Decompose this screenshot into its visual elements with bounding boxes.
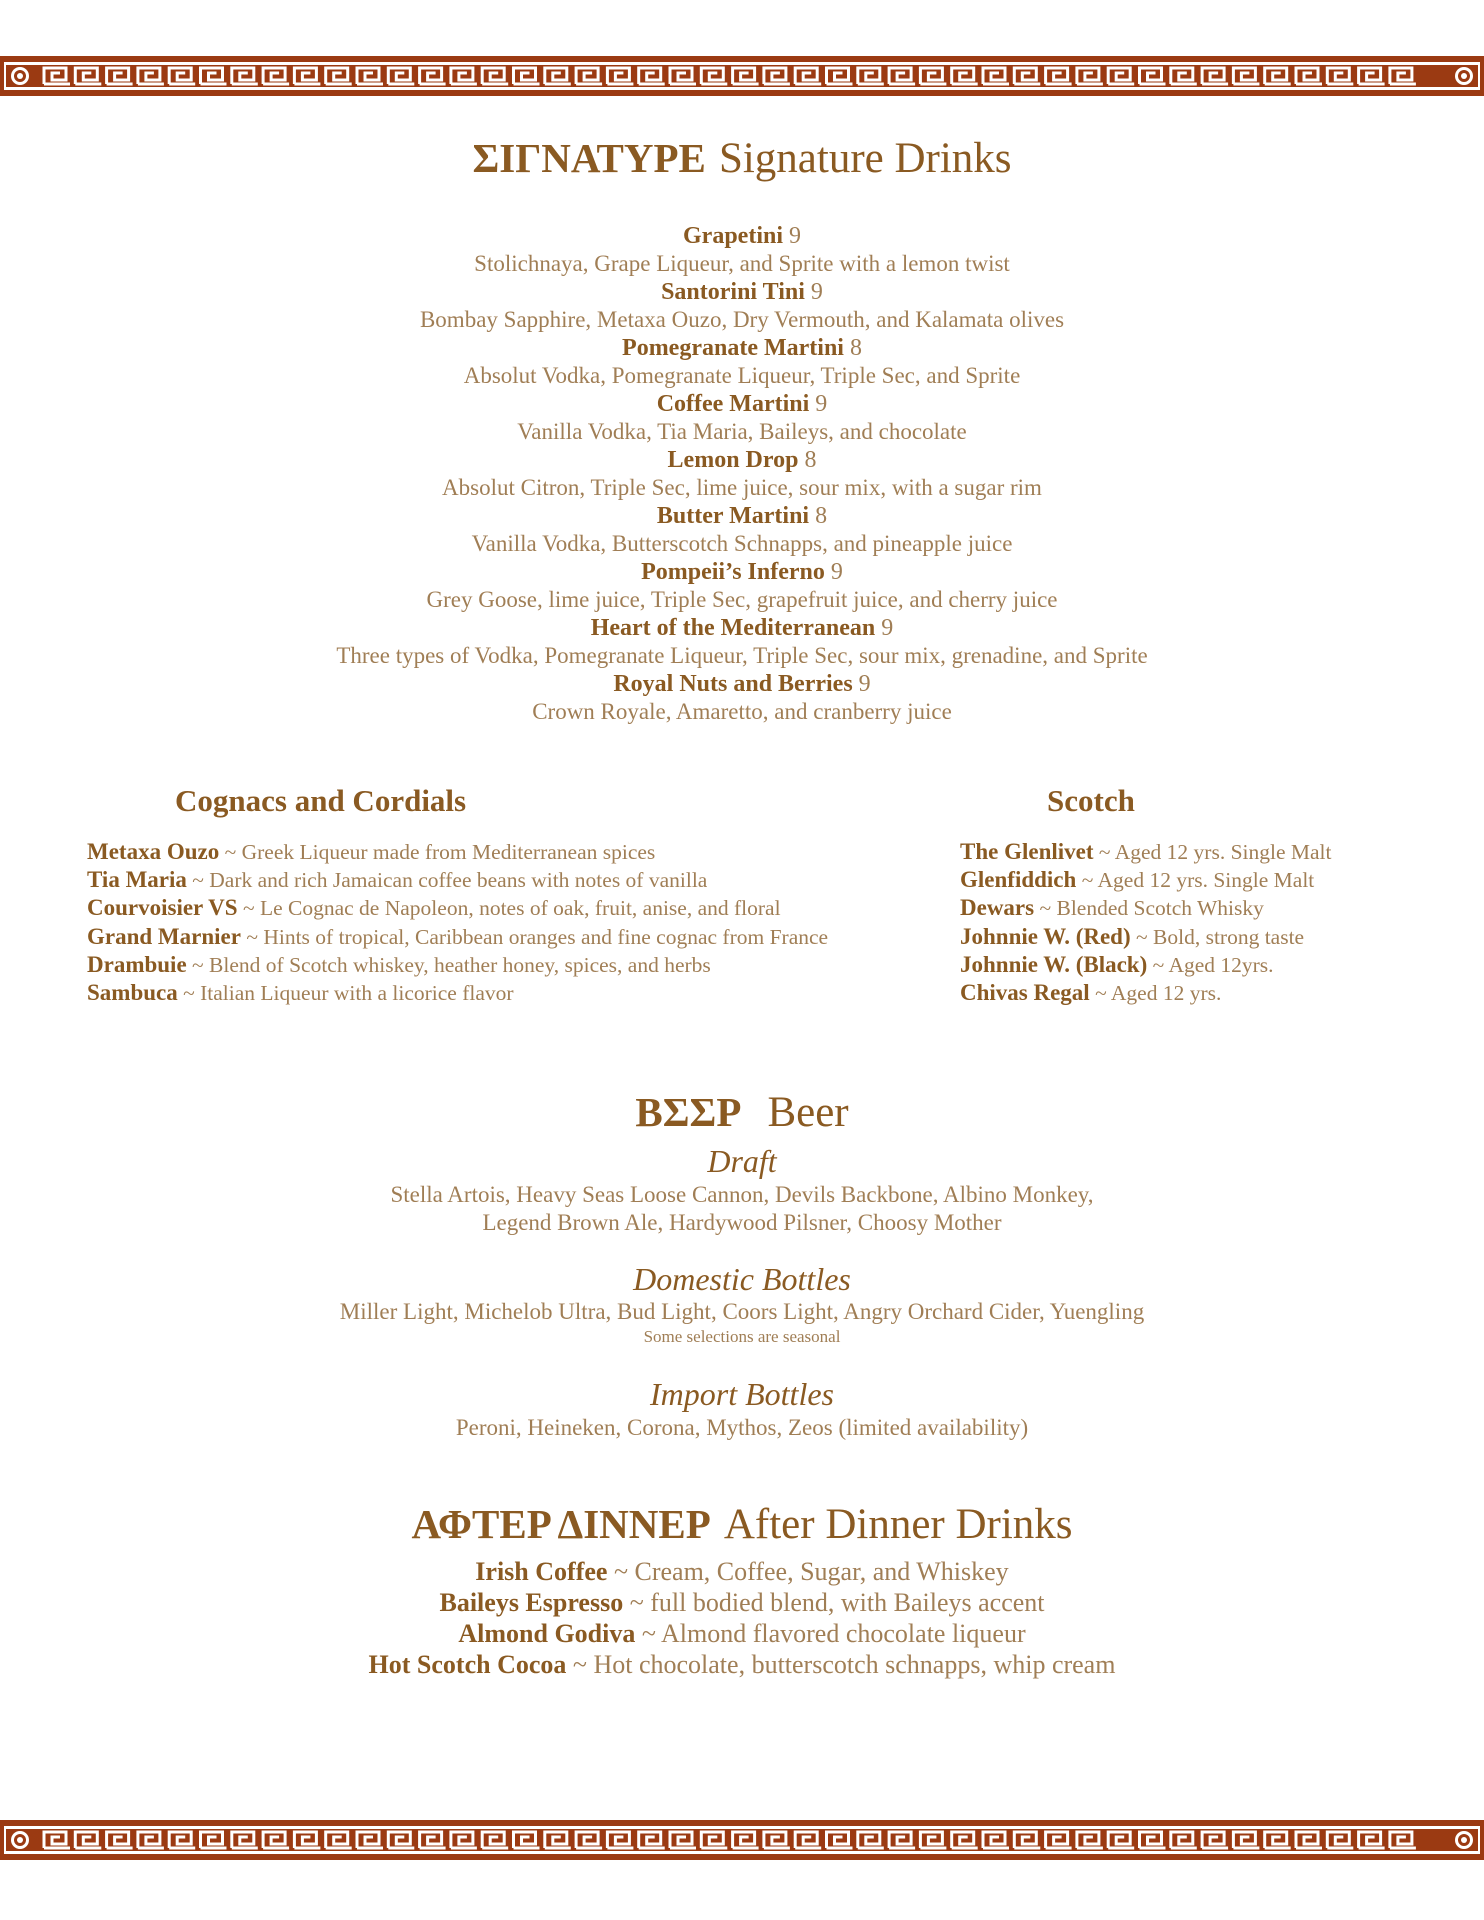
item-name: The Glenlivet [960, 839, 1094, 864]
drink-item [0, 446, 1484, 474]
drink-description: Absolut Citron, Triple Sec, lime juice, sour mix, with a sugar rim [442, 475, 1042, 500]
drink-name: Pomegranate Martini [622, 335, 844, 361]
drink-item [0, 670, 1484, 698]
item-description: ~ Greek Liqueur made from Mediterranean spices [224, 840, 656, 864]
cognacs-heading: Cognacs and Cordials [175, 783, 467, 818]
scotch-list [960, 838, 1332, 1007]
item-description: ~ Hot chocolate, butterscotch schnapps, whip cream [572, 1650, 1116, 1679]
list-item [87, 951, 828, 979]
list-item [960, 951, 1332, 979]
item-name: Drambuie [87, 951, 187, 977]
signature-heading [0, 133, 1484, 184]
list-item [87, 866, 828, 894]
item-description: ~ Aged 12yrs. [1152, 952, 1274, 977]
drink-name: Royal Nuts and Berries [613, 671, 853, 697]
after-dinner-item [0, 1587, 1484, 1618]
list-item [960, 866, 1332, 894]
drink-name: Coffee Martini [656, 391, 810, 417]
draft-line-1: Stella Artois, Heavy Seas Loose Cannon, Devils Backbone, Albino Monkey, [390, 1182, 1094, 1207]
item-name: Courvoisier VS [87, 895, 238, 921]
after-dinner-list [0, 1556, 1484, 1680]
drink-description: Absolut Vodka, Pomegranate Liqueur, Triple Sec, and Sprite [463, 363, 1021, 388]
item-name: Sambuca [87, 980, 178, 1006]
drink-price: 8 [804, 447, 817, 473]
drink-description: Stolichnaya, Grape Liqueur, and Sprite with a lemon twist [474, 251, 1010, 276]
list-item [960, 979, 1332, 1007]
item-name: Metaxa Ouzo [87, 839, 220, 864]
signature-english-title: Signature Drinks [718, 135, 1012, 182]
drink-price: 9 [830, 559, 843, 585]
list-item [960, 923, 1332, 951]
list-item [87, 923, 828, 951]
item-name: Tia Maria [87, 867, 187, 893]
drink-item [0, 614, 1484, 642]
drink-price: 9 [881, 615, 894, 641]
beer-greek-title: ΒΣΣΡ [635, 1089, 742, 1135]
drink-description: Bombay Sapphire, Metaxa Ouzo, Dry Vermouth, and Kalamata olives [419, 307, 1065, 332]
after-dinner-greek-title: ΑΦΤΕΡ ΔΙΝΝΕΡ [411, 1501, 711, 1547]
greek-key-pattern [0, 1820, 1484, 1860]
item-name: Johnnie W. (Red) [960, 923, 1131, 949]
domestic-heading: Domestic Bottles [633, 1261, 851, 1297]
item-description: ~ Aged 12 yrs. Single Malt [1081, 868, 1315, 893]
item-name: Glenfiddich [960, 867, 1077, 893]
signature-greek-title: ΣΙΓΝΑΤΥΡΕ [472, 135, 706, 181]
drink-price: 9 [810, 279, 823, 305]
draft-heading: Draft [707, 1143, 777, 1179]
item-name: Baileys Espresso [439, 1588, 624, 1617]
item-name: Chivas Regal [960, 980, 1090, 1006]
after-dinner-item [0, 1556, 1484, 1587]
item-description: ~ full bodied blend, with Baileys accent [629, 1588, 1045, 1617]
domestic-line: Miller Light, Michelob Ultra, Bud Light, Coors Light, Angry Orchard Cider, Yuengling [339, 1299, 1145, 1324]
item-description: ~ Almond flavored chocolate liqueur [641, 1619, 1026, 1648]
drink-price: 8 [815, 503, 828, 529]
item-name: Grand Marnier [87, 923, 241, 949]
item-name: Johnnie W. (Black) [960, 951, 1148, 977]
drink-price: 9 [789, 223, 801, 249]
item-description: ~ Aged 12 yrs. Single Malt [1098, 840, 1332, 864]
drink-item [0, 222, 1484, 250]
item-description: ~ Le Cognac de Napoleon, notes of oak, fruit, anise, and floral [242, 896, 781, 921]
list-item [960, 838, 1332, 866]
drink-name: Heart of the Mediterranean [590, 615, 876, 641]
beer-heading [0, 1087, 1484, 1138]
drink-item [0, 334, 1484, 362]
scotch-heading: Scotch [1047, 783, 1135, 818]
drink-price: 9 [815, 391, 828, 417]
drink-name: Grapetini [683, 223, 783, 249]
drink-name: Santorini Tini [661, 279, 805, 305]
item-description: ~ Hints of tropical, Caribbean oranges and fine cognac from France [246, 924, 829, 949]
item-description: ~ Aged 12 yrs. [1095, 981, 1222, 1006]
drink-item [0, 390, 1484, 418]
list-item [87, 838, 828, 866]
item-description: ~ Cream, Coffee, Sugar, and Whiskey [613, 1557, 1009, 1586]
after-dinner-english-title: After Dinner Drinks [723, 1501, 1073, 1548]
item-description: ~ Italian Liqueur with a licorice flavor [183, 981, 514, 1006]
item-name: Irish Coffee [475, 1557, 608, 1586]
drink-item [0, 278, 1484, 306]
drink-name: Butter Martini [656, 503, 810, 529]
after-dinner-item [0, 1649, 1484, 1680]
import-line: Peroni, Heineken, Corona, Mythos, Zeos (limited availability) [455, 1415, 1029, 1440]
signature-drinks-list [0, 222, 1484, 726]
after-dinner-heading [0, 1499, 1484, 1550]
list-item [960, 894, 1332, 922]
item-description: ~ Dark and rich Jamaican coffee beans with notes of vanilla [192, 868, 708, 893]
item-name: Almond Godiva [458, 1619, 636, 1648]
drink-name: Lemon Drop [667, 447, 799, 473]
drink-description: Vanilla Vodka, Butterscotch Schnapps, and pineapple juice [471, 531, 1013, 556]
item-description: ~ Blend of Scotch whiskey, heather honey, spices, and herbs [192, 952, 711, 977]
drink-name: Pompeii’s Inferno [641, 559, 825, 585]
drink-price: 8 [849, 335, 862, 361]
drink-description: Crown Royale, Amaretto, and cranberry juice [532, 699, 952, 724]
drink-item [0, 502, 1484, 530]
item-description: ~ Blended Scotch Whisky [1039, 896, 1264, 921]
item-name: Hot Scotch Cocoa [368, 1650, 567, 1679]
list-item [87, 979, 828, 1007]
drink-description: Grey Goose, lime juice, Triple Sec, grapefruit juice, and cherry juice [426, 587, 1058, 612]
greek-key-pattern [0, 56, 1484, 96]
beer-english-title: Beer [767, 1089, 849, 1136]
greek-key-border-top [0, 56, 1484, 96]
greek-key-border-bottom [0, 1820, 1484, 1860]
drink-item [0, 558, 1484, 586]
domestic-note: Some selections are seasonal [643, 1327, 841, 1346]
import-heading: Import Bottles [650, 1376, 834, 1412]
cognacs-list [87, 838, 828, 1007]
after-dinner-item [0, 1618, 1484, 1649]
drink-price: 9 [858, 671, 871, 697]
list-item [87, 894, 828, 922]
draft-line-2: Legend Brown Ale, Hardywood Pilsner, Choosy Mother [482, 1210, 1002, 1235]
drink-description: Three types of Vodka, Pomegranate Liqueur, Triple Sec, sour mix, grenadine, and Sprite [336, 643, 1148, 668]
item-description: ~ Bold, strong taste [1136, 924, 1305, 949]
item-name: Dewars [960, 895, 1035, 921]
drink-description: Vanilla Vodka, Tia Maria, Baileys, and chocolate [517, 419, 967, 444]
